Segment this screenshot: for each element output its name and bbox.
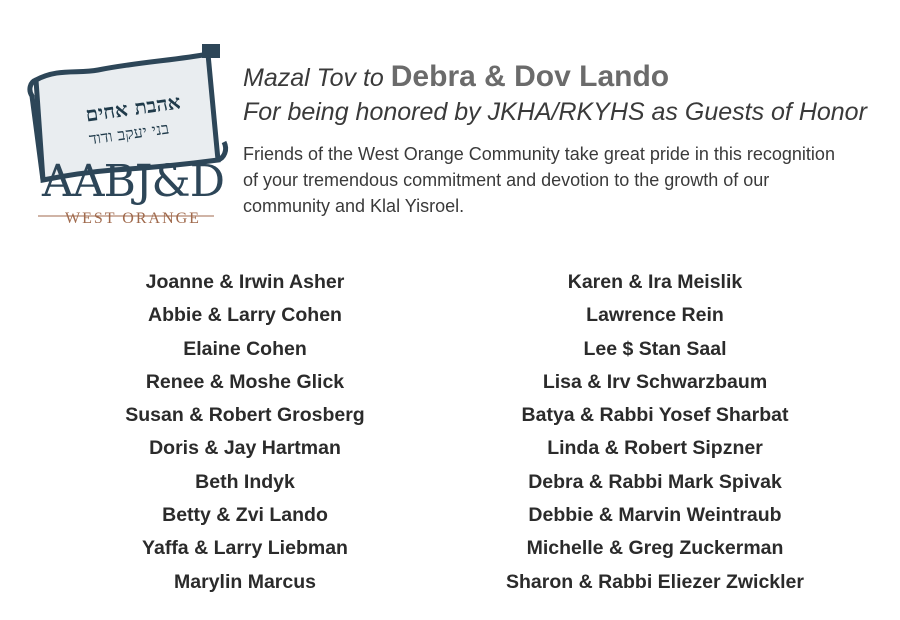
donor-name: Betty & Zvi Lando — [162, 504, 328, 527]
logo-monogram: AABJ&D — [42, 156, 224, 207]
donor-name: Debbie & Marvin Weintraub — [528, 504, 782, 527]
donor-name: Yaffa & Larry Liebman — [142, 537, 348, 560]
headline — [243, 60, 883, 95]
logo-hebrew-title: אהבת אחים — [83, 89, 182, 127]
donor-name: Abbie & Larry Cohen — [148, 304, 342, 327]
donor-name: Debra & Rabbi Mark Spivak — [528, 470, 782, 493]
congratulations-message: Friends of the West Orange Community take great pride in this recognition of your tremendous commitment and devotion to the growth of our community and Klal Yisroel. — [243, 144, 835, 216]
honorees-name: Debra & Dov Lando — [390, 60, 670, 93]
donor-name: Batya & Rabbi Yosef Sharbat — [521, 404, 789, 427]
organization-logo — [18, 30, 233, 235]
donor-name: Lawrence Rein — [586, 304, 724, 327]
donor-name: Renee & Moshe Glick — [145, 370, 345, 393]
donor-name: Karen & Ira Meislik — [567, 271, 743, 293]
donor-name: Marylin Marcus — [174, 570, 316, 593]
announcement-header — [243, 60, 883, 219]
names-column-left — [80, 266, 410, 599]
headline-prefix: Mazal Tov to — [243, 64, 384, 92]
names-column-right — [490, 266, 820, 599]
donor-name: Doris & Jay Hartman — [149, 437, 341, 460]
donor-name: Linda & Robert Sipzner — [547, 437, 763, 460]
donor-name: Susan & Robert Grosberg — [125, 404, 365, 427]
honor-subtitle: For being honored by JKHA/RKYHS as Guests of Honor — [243, 98, 867, 126]
donor-name: Lee $ Stan Saal — [583, 337, 727, 360]
logo-hebrew-subtitle: בני יעקב ודוד — [87, 118, 171, 149]
donor-name: Michelle & Greg Zuckerman — [526, 537, 784, 560]
donor-name: Elaine Cohen — [183, 337, 307, 360]
donor-name: Beth Indyk — [195, 470, 295, 493]
donor-name: Sharon & Rabbi Eliezer Zwickler — [505, 570, 804, 593]
logo-location: WEST ORANGE — [65, 210, 201, 227]
donor-name: Lisa & Irv Schwarzbaum — [542, 370, 768, 393]
donor-name: Joanne & Irwin Asher — [145, 271, 345, 293]
